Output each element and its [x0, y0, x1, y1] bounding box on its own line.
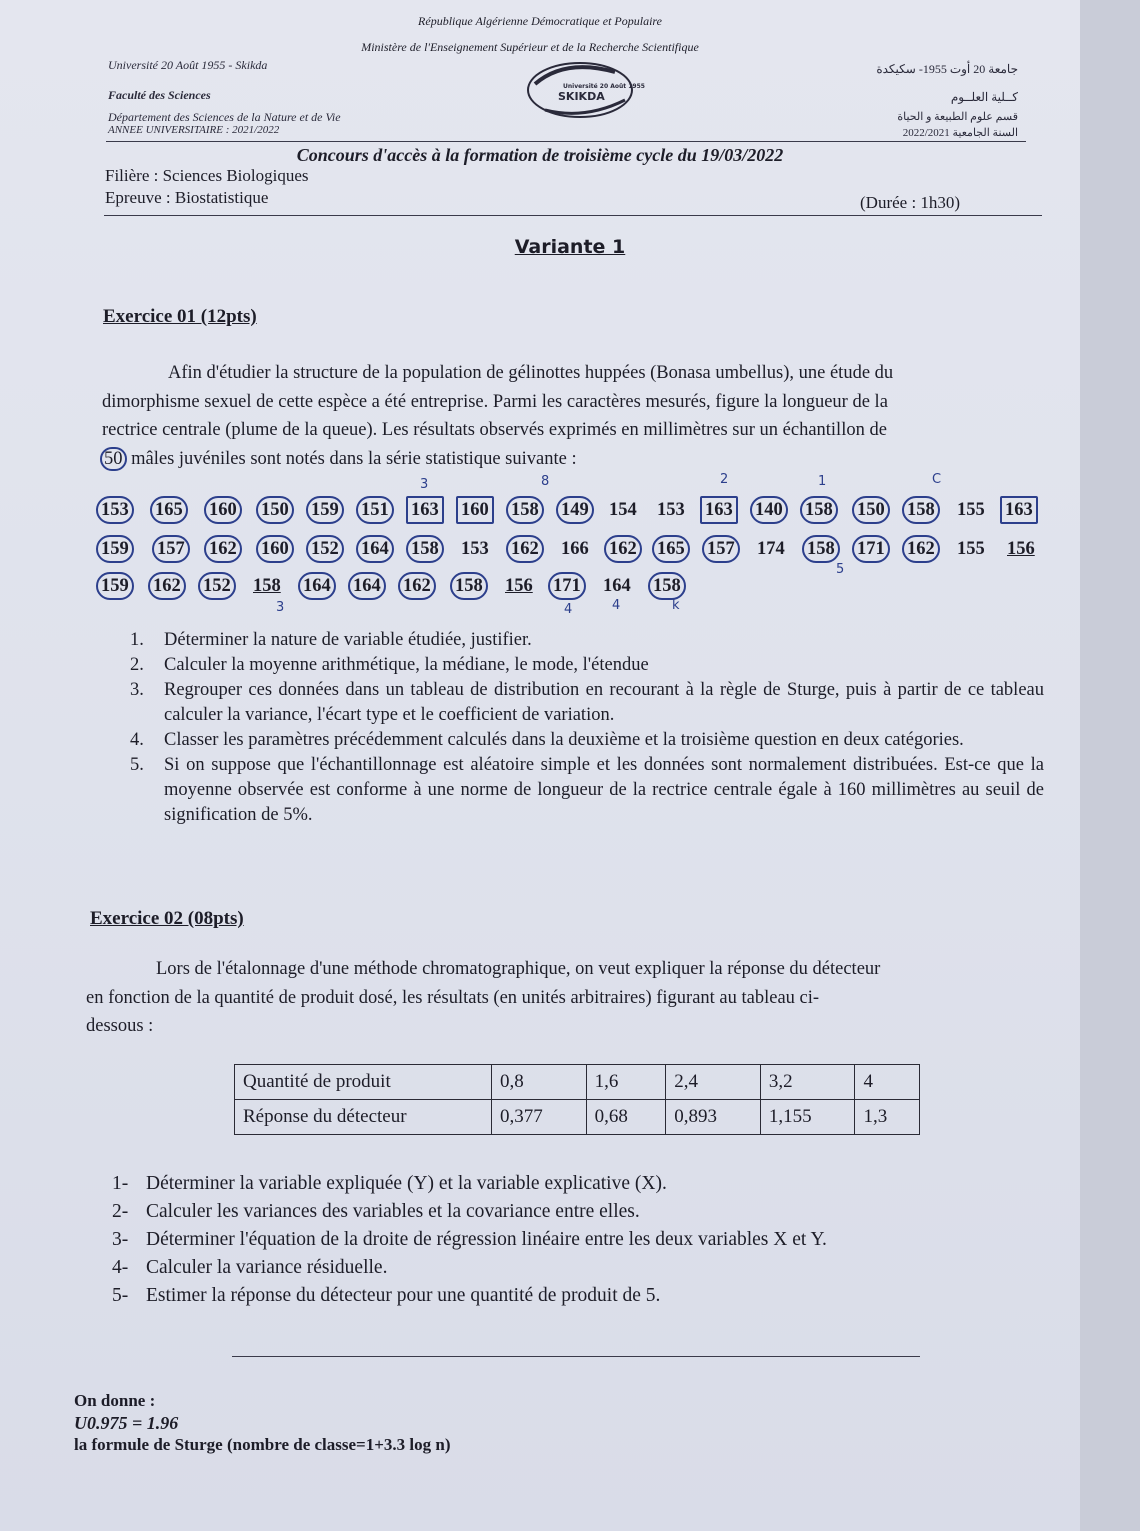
- data-value: 160: [456, 496, 494, 524]
- table-cell: 1,3: [855, 1100, 920, 1135]
- ex2-line2: en fonction de la quantité de produit dosé, les résultats (en unités arbitraires) figurant au tableau ci-: [86, 987, 820, 1008]
- data-value: 174: [757, 539, 785, 559]
- question-item: 2- Calculer les variances des variables et la covariance entre elles.: [112, 1201, 640, 1222]
- data-row-1: [96, 496, 1046, 530]
- data-value: 150: [852, 496, 890, 524]
- data-value: 159: [96, 535, 134, 563]
- header-rule: [106, 141, 1026, 142]
- question-item: 1- Déterminer la variable expliquée (Y) et la variable explicative (X).: [112, 1173, 667, 1194]
- data-value: 158: [802, 535, 840, 563]
- pen-mark: 8: [541, 474, 550, 489]
- data-value: 171: [852, 535, 890, 563]
- data-value: 162: [204, 535, 242, 563]
- academic-year: ANNEE UNIVERSITAIRE : 2021/2022: [108, 124, 280, 136]
- question-item: 3. Regrouper ces données dans un tableau de distribution en recourant à la règle de Sturge, puis à partir de ce tableau calculer la variance, l'écart type et le coefficient de variation.: [130, 680, 1044, 725]
- data-value: 152: [306, 535, 344, 563]
- question-item: 3- Déterminer l'équation de la droite de régression linéaire entre les deux variables X et Y.: [112, 1229, 827, 1250]
- pen-mark: 4: [612, 598, 621, 613]
- pen-mark: k: [672, 598, 680, 613]
- table-cell: 0,893: [666, 1100, 761, 1135]
- data-value: 158: [800, 496, 838, 524]
- given-u-value: U0.975 = 1.96: [74, 1413, 179, 1433]
- data-value: 153: [461, 539, 489, 559]
- data-value: 151: [356, 496, 394, 524]
- university-name: Université 20 Août 1955 - Skikda: [108, 58, 268, 72]
- data-value: 165: [652, 535, 690, 563]
- table-cell: 0,68: [586, 1100, 666, 1135]
- data-value: 166: [561, 539, 589, 559]
- ex1-line4-text: mâles juvéniles sont notés dans la série statistique suivante :: [131, 448, 577, 469]
- table-cell: 0,8: [492, 1065, 587, 1100]
- data-value: 158: [506, 496, 544, 524]
- data-row-2: [96, 535, 1046, 569]
- data-value: 158: [253, 576, 281, 596]
- exercise2-intro: [86, 955, 1050, 1041]
- logo-text-1: Université 20 Août 1955: [563, 83, 645, 90]
- data-value: 162: [506, 535, 544, 563]
- data-value: 158: [450, 572, 488, 600]
- data-value: 156: [505, 576, 533, 596]
- ex2-line1: Lors de l'étalonnage d'une méthode chromatographique, on veut expliquer la réponse du détecteur: [156, 959, 881, 979]
- table-row-label: Réponse du détecteur: [235, 1100, 492, 1135]
- table-row: [235, 1100, 920, 1135]
- question-item: 5. Si on suppose que l'échantillonnage est aléatoire simple et les données sont normalement distribuées. Est-ce que la moyenne observée est conforme à une norme de longueur de la rectrice centrale égale à 160 millimètres au seuil de signification de 5%.: [130, 755, 1044, 825]
- data-value: 163: [700, 496, 738, 524]
- exercise1-title: Exercice 01 (12pts): [103, 306, 257, 327]
- table-row: [235, 1065, 920, 1100]
- data-value: 156: [1007, 539, 1035, 559]
- table-cell: 3,2: [760, 1065, 855, 1100]
- data-value: 153: [96, 496, 134, 524]
- ex1-line2: dimorphisme sexuel de cette espèce a été entreprise. Parmi les caractères mesurés, figure la longueur de la: [102, 391, 888, 412]
- ex2-line3: dessous :: [86, 1016, 154, 1036]
- data-value: 162: [398, 572, 436, 600]
- data-value: 155: [957, 500, 985, 520]
- table-cell: 1,6: [586, 1065, 666, 1100]
- logo-emblem-icon: [525, 58, 645, 120]
- logo-text-2: SKIKDA: [558, 90, 605, 103]
- pen-mark: 4: [564, 602, 573, 617]
- filiere: Filière : Sciences Biologiques: [105, 166, 309, 185]
- table-cell: 0,377: [492, 1100, 587, 1135]
- data-value: 164: [603, 576, 631, 596]
- data-value: 140: [750, 496, 788, 524]
- ex1-line1: Afin d'étudier la structure de la population de gélinottes huppées (Bonasa umbellus), une étude du: [168, 363, 894, 383]
- data-value: 160: [256, 535, 294, 563]
- exam-title: Concours d'accès à la formation de troisième cycle du 19/03/2022: [296, 145, 784, 165]
- ex1-line3: rectrice centrale (plume de la queue). Les résultats observés exprimés en millimètres sur un échantillon de: [102, 420, 887, 440]
- faculty-name: Faculté des Sciences: [108, 88, 211, 102]
- data-value: 163: [1000, 496, 1038, 524]
- data-value: 157: [702, 535, 740, 563]
- table-cell: 1,155: [760, 1100, 855, 1135]
- ex1-line4: [100, 445, 1036, 474]
- data-value: 152: [198, 572, 236, 600]
- question-item: 1. Déterminer la nature de variable étudiée, justifier.: [130, 630, 532, 650]
- data-value: 162: [902, 535, 940, 563]
- data-value: 164: [298, 572, 336, 600]
- data-value: 158: [902, 496, 940, 524]
- exercise1-questions: [130, 628, 1044, 828]
- data-value: 162: [604, 535, 642, 563]
- footer-rule: [232, 1356, 920, 1357]
- given-sturge: la formule de Sturge (nombre de classe=1+3.3 log n): [74, 1435, 451, 1454]
- data-value: 171: [548, 572, 586, 600]
- data-value: 150: [256, 496, 294, 524]
- variant-title: Variante 1: [514, 236, 626, 258]
- data-value: 153: [657, 500, 685, 520]
- title-rule: [104, 215, 1042, 216]
- epreuve: Epreuve : Biostatistique: [105, 188, 269, 207]
- table-cell: 2,4: [666, 1065, 761, 1100]
- data-value: 159: [306, 496, 344, 524]
- data-value: 164: [348, 572, 386, 600]
- data-value: 158: [406, 535, 444, 563]
- data-value: 165: [150, 496, 188, 524]
- arabic-university: جامعة 20 أوت 1955- سكيكدة: [876, 62, 1018, 76]
- data-value: 160: [204, 496, 242, 524]
- data-value: 164: [356, 535, 394, 563]
- pen-mark: 5: [836, 562, 845, 577]
- calibration-table: [234, 1064, 920, 1135]
- arabic-year: السنة الجامعية 2022/2021: [902, 127, 1018, 139]
- question-item: 4. Classer les paramètres précédemment calculés dans la deuxième et la troisième question en deux catégories.: [130, 730, 964, 750]
- given-section: [74, 1390, 451, 1456]
- republic-header: République Algérienne Démocratique et Populaire: [418, 14, 662, 28]
- data-value: 157: [152, 535, 190, 563]
- question-item: 4- Calculer la variance résiduelle.: [112, 1257, 388, 1278]
- data-value: 158: [648, 572, 686, 600]
- pen-mark: 3: [420, 477, 429, 492]
- question-item: 5- Estimer la réponse du détecteur pour une quantité de produit de 5.: [112, 1285, 661, 1306]
- exercise2-title: Exercice 02 (08pts): [90, 908, 244, 929]
- given-label: On donne :: [74, 1391, 156, 1410]
- sample-size: 50: [100, 447, 127, 471]
- data-row-3: [96, 572, 1046, 606]
- data-value: 149: [556, 496, 594, 524]
- table-row-label: Quantité de produit: [235, 1065, 492, 1100]
- data-value: 162: [148, 572, 186, 600]
- department-name: Département des Sciences de la Nature et de Vie: [108, 110, 341, 124]
- pen-mark: C: [932, 472, 942, 487]
- exercise1-intro: [102, 359, 1036, 473]
- data-value: 163: [406, 496, 444, 524]
- question-item: 2. Calculer la moyenne arithmétique, la médiane, le mode, l'étendue: [130, 655, 649, 675]
- pen-mark: 2: [720, 472, 729, 487]
- arabic-department: قسم علوم الطبيعة و الحياة: [897, 111, 1018, 123]
- duree: (Durée : 1h30): [860, 193, 961, 212]
- ministry-header: Ministère de l'Enseignement Supérieur et de la Recherche Scientifique: [361, 40, 699, 54]
- pen-mark: 3: [276, 600, 285, 615]
- arabic-faculty: كــلية العلــوم: [950, 90, 1018, 104]
- data-value: 159: [96, 572, 134, 600]
- data-value: 154: [609, 500, 637, 520]
- pen-mark: 1: [818, 474, 827, 489]
- exercise2-questions: [112, 1170, 1012, 1310]
- university-logo: [525, 58, 645, 120]
- table-cell: 4: [855, 1065, 920, 1100]
- data-value: 155: [957, 539, 985, 559]
